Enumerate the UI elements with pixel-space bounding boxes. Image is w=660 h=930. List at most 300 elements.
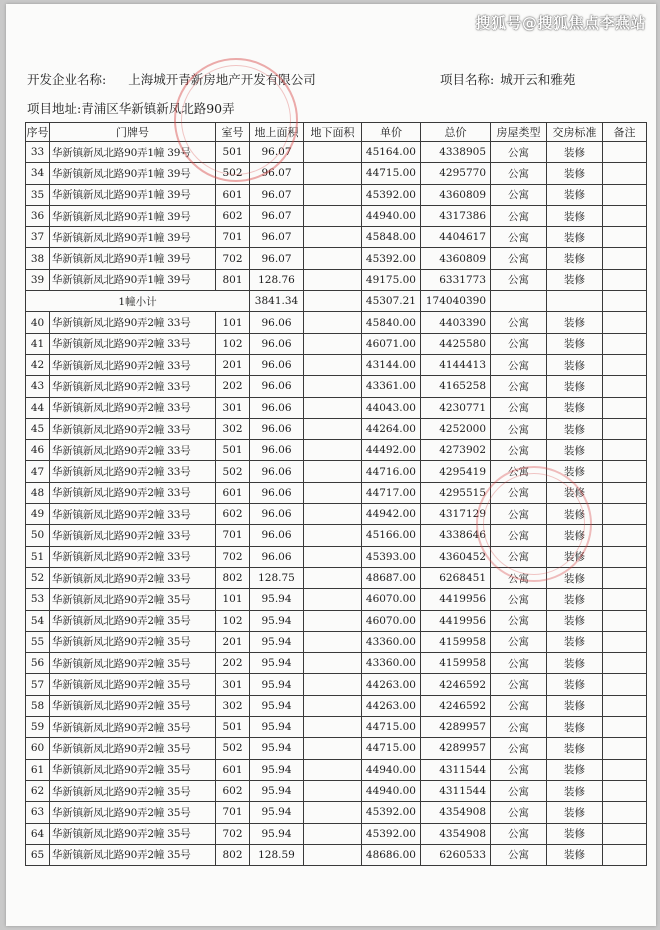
cell-area: 96.06 <box>250 418 304 439</box>
cell-delivery-standard: 装修 <box>547 248 603 269</box>
project-name: 城开云和雅苑 <box>500 72 576 87</box>
cell-basement-area <box>304 376 362 397</box>
developer-label: 开发企业名称: <box>27 72 107 87</box>
cell-area: 96.06 <box>250 482 304 503</box>
cell-remarks <box>603 674 647 695</box>
cell-room: 702 <box>216 823 250 844</box>
cell-area: 95.94 <box>250 695 304 716</box>
cell-seq: 49 <box>26 504 50 525</box>
cell-area: 96.06 <box>250 525 304 546</box>
subtotal-row <box>26 291 647 312</box>
cell-seq: 63 <box>26 802 50 823</box>
cell-total-price: 4246592 <box>421 674 491 695</box>
cell-delivery-standard: 装修 <box>547 546 603 567</box>
cell-total-price: 4295419 <box>421 461 491 482</box>
table-row <box>26 631 647 652</box>
cell-total-price: 4311544 <box>421 780 491 801</box>
cell-total-price: 6260533 <box>421 844 491 865</box>
cell-house-type: 公寓 <box>491 695 547 716</box>
subtotal-area: 3841.34 <box>250 291 304 312</box>
cell-total-price: 4338646 <box>421 525 491 546</box>
cell-remarks <box>603 695 647 716</box>
cell-room: 702 <box>216 546 250 567</box>
cell-seq: 59 <box>26 717 50 738</box>
cell-room: 601 <box>216 482 250 503</box>
cell-door-number: 华新镇新凤北路90弄2幢 35号 <box>50 717 216 738</box>
table-row <box>26 525 647 546</box>
cell-total-price: 4317386 <box>421 205 491 226</box>
cell-house-type: 公寓 <box>491 631 547 652</box>
cell-total-price: 4273902 <box>421 440 491 461</box>
cell-door-number: 华新镇新凤北路90弄1幢 39号 <box>50 205 216 226</box>
cell-delivery-standard: 装修 <box>547 717 603 738</box>
table-row <box>26 397 647 418</box>
cell-room: 601 <box>216 184 250 205</box>
cell-basement-area <box>304 589 362 610</box>
cell-basement-area <box>304 227 362 248</box>
project-label: 项目名称: <box>440 72 495 87</box>
cell-room: 201 <box>216 354 250 375</box>
cell-remarks <box>603 504 647 525</box>
table-row <box>26 653 647 674</box>
cell-total-price: 6331773 <box>421 269 491 290</box>
cell-unit-price: 43360.00 <box>362 653 421 674</box>
cell-remarks <box>603 482 647 503</box>
cell-door-number: 华新镇新凤北路90弄2幢 33号 <box>50 312 216 333</box>
cell-seq: 64 <box>26 823 50 844</box>
cell-delivery-standard: 装修 <box>547 376 603 397</box>
cell-unit-price: 45392.00 <box>362 823 421 844</box>
cell-door-number: 华新镇新凤北路90弄2幢 33号 <box>50 333 216 354</box>
cell-delivery-standard: 装修 <box>547 759 603 780</box>
cell-unit-price: 44717.00 <box>362 482 421 503</box>
cell-delivery-standard: 装修 <box>547 333 603 354</box>
cell-remarks <box>603 163 647 184</box>
watermark: 搜狐号@搜狐焦点李燕站 <box>475 14 646 32</box>
cell-door-number: 华新镇新凤北路90弄2幢 33号 <box>50 397 216 418</box>
cell-delivery-standard: 装修 <box>547 397 603 418</box>
cell-total-price: 4338905 <box>421 142 491 163</box>
cell-basement-area <box>304 418 362 439</box>
cell-total-price: 4425580 <box>421 333 491 354</box>
document-page <box>6 4 656 926</box>
cell-door-number: 华新镇新凤北路90弄2幢 35号 <box>50 695 216 716</box>
cell-unit-price: 44940.00 <box>362 780 421 801</box>
cell-remarks <box>603 589 647 610</box>
table-row <box>26 482 647 503</box>
cell-unit-price: 44043.00 <box>362 397 421 418</box>
cell-door-number: 华新镇新凤北路90弄2幢 33号 <box>50 567 216 588</box>
cell-room: 302 <box>216 695 250 716</box>
cell-house-type: 公寓 <box>491 759 547 780</box>
cell-door-number: 华新镇新凤北路90弄2幢 33号 <box>50 525 216 546</box>
cell-house-type: 公寓 <box>491 397 547 418</box>
cell-delivery-standard: 装修 <box>547 142 603 163</box>
cell-basement-area <box>304 504 362 525</box>
cell-area: 95.94 <box>250 823 304 844</box>
cell-room: 701 <box>216 525 250 546</box>
cell-seq: 55 <box>26 631 50 652</box>
cell-remarks <box>603 546 647 567</box>
table-row <box>26 546 647 567</box>
table-row <box>26 184 647 205</box>
cell-remarks <box>603 461 647 482</box>
cell-area: 96.06 <box>250 397 304 418</box>
cell-area: 95.94 <box>250 589 304 610</box>
col-header-unit-price: 单价 <box>362 123 421 142</box>
cell-house-type: 公寓 <box>491 823 547 844</box>
table-row <box>26 823 647 844</box>
cell-remarks <box>603 759 647 780</box>
cell-delivery-standard: 装修 <box>547 823 603 844</box>
cell-remarks <box>603 269 647 290</box>
col-header-remarks: 备注 <box>603 123 647 142</box>
building-1-rows <box>26 142 647 291</box>
cell-delivery-standard: 装修 <box>547 525 603 546</box>
cell-unit-price: 44716.00 <box>362 461 421 482</box>
cell-remarks <box>603 312 647 333</box>
table-row <box>26 269 647 290</box>
cell-seq: 54 <box>26 610 50 631</box>
cell-room: 202 <box>216 653 250 674</box>
cell-basement-area <box>304 461 362 482</box>
cell-room: 501 <box>216 440 250 461</box>
cell-room: 701 <box>216 227 250 248</box>
cell-seq: 53 <box>26 589 50 610</box>
col-header-total-price: 总价 <box>421 123 491 142</box>
table-header-row <box>26 123 647 142</box>
cell-door-number: 华新镇新凤北路90弄2幢 35号 <box>50 844 216 865</box>
cell-total-price: 4404617 <box>421 227 491 248</box>
cell-door-number: 华新镇新凤北路90弄2幢 35号 <box>50 780 216 801</box>
cell-room: 602 <box>216 205 250 226</box>
cell-room: 301 <box>216 674 250 695</box>
col-header-seq: 序号 <box>26 123 50 142</box>
cell-house-type: 公寓 <box>491 610 547 631</box>
cell-area: 96.07 <box>250 227 304 248</box>
cell-unit-price: 44263.00 <box>362 674 421 695</box>
cell-remarks <box>603 227 647 248</box>
table-row <box>26 248 647 269</box>
cell-delivery-standard: 装修 <box>547 738 603 759</box>
cell-area: 96.06 <box>250 312 304 333</box>
cell-remarks <box>603 525 647 546</box>
cell-unit-price: 45840.00 <box>362 312 421 333</box>
cell-area: 96.07 <box>250 248 304 269</box>
cell-area: 128.76 <box>250 269 304 290</box>
cell-unit-price: 44940.00 <box>362 759 421 780</box>
cell-room: 602 <box>216 780 250 801</box>
cell-total-price: 4360809 <box>421 184 491 205</box>
cell-seq: 43 <box>26 376 50 397</box>
cell-house-type: 公寓 <box>491 546 547 567</box>
cell-door-number: 华新镇新凤北路90弄2幢 35号 <box>50 802 216 823</box>
cell-door-number: 华新镇新凤北路90弄2幢 35号 <box>50 589 216 610</box>
cell-door-number: 华新镇新凤北路90弄2幢 33号 <box>50 354 216 375</box>
table-row <box>26 610 647 631</box>
cell-area: 96.06 <box>250 440 304 461</box>
cell-door-number: 华新镇新凤北路90弄1幢 39号 <box>50 163 216 184</box>
cell-delivery-standard: 装修 <box>547 354 603 375</box>
cell-house-type: 公寓 <box>491 844 547 865</box>
cell-unit-price: 43361.00 <box>362 376 421 397</box>
cell-remarks <box>603 780 647 801</box>
cell-seq: 57 <box>26 674 50 695</box>
cell-unit-price: 49175.00 <box>362 269 421 290</box>
cell-seq: 58 <box>26 695 50 716</box>
col-header-basement: 地下面积 <box>304 123 362 142</box>
cell-seq: 51 <box>26 546 50 567</box>
cell-door-number: 华新镇新凤北路90弄2幢 33号 <box>50 376 216 397</box>
cell-door-number: 华新镇新凤北路90弄2幢 35号 <box>50 674 216 695</box>
cell-basement-area <box>304 802 362 823</box>
table-row <box>26 163 647 184</box>
cell-delivery-standard: 装修 <box>547 227 603 248</box>
cell-house-type: 公寓 <box>491 504 547 525</box>
table-row <box>26 504 647 525</box>
cell-area: 128.75 <box>250 567 304 588</box>
table-row <box>26 461 647 482</box>
cell-remarks <box>603 333 647 354</box>
cell-delivery-standard: 装修 <box>547 312 603 333</box>
cell-house-type: 公寓 <box>491 589 547 610</box>
cell-total-price: 6268451 <box>421 567 491 588</box>
cell-remarks <box>603 567 647 588</box>
cell-room: 101 <box>216 312 250 333</box>
cell-seq: 39 <box>26 269 50 290</box>
cell-unit-price: 43360.00 <box>362 631 421 652</box>
cell-unit-price: 45392.00 <box>362 802 421 823</box>
cell-remarks <box>603 802 647 823</box>
cell-room: 602 <box>216 504 250 525</box>
cell-total-price: 4159958 <box>421 653 491 674</box>
subtotal-empty-cell <box>491 291 547 312</box>
cell-basement-area <box>304 269 362 290</box>
cell-basement-area <box>304 312 362 333</box>
cell-area: 95.94 <box>250 738 304 759</box>
cell-total-price: 4360809 <box>421 248 491 269</box>
cell-seq: 41 <box>26 333 50 354</box>
cell-delivery-standard: 装修 <box>547 418 603 439</box>
cell-unit-price: 44715.00 <box>362 163 421 184</box>
cell-delivery-standard: 装修 <box>547 674 603 695</box>
cell-delivery-standard: 装修 <box>547 504 603 525</box>
cell-total-price: 4295770 <box>421 163 491 184</box>
cell-room: 502 <box>216 738 250 759</box>
cell-basement-area <box>304 184 362 205</box>
developer-line <box>27 70 316 88</box>
cell-house-type: 公寓 <box>491 461 547 482</box>
cell-unit-price: 44263.00 <box>362 695 421 716</box>
cell-unit-price: 45392.00 <box>362 248 421 269</box>
cell-delivery-standard: 装修 <box>547 802 603 823</box>
cell-unit-price: 45392.00 <box>362 184 421 205</box>
cell-unit-price: 45164.00 <box>362 142 421 163</box>
cell-seq: 44 <box>26 397 50 418</box>
cell-door-number: 华新镇新凤北路90弄2幢 33号 <box>50 461 216 482</box>
cell-door-number: 华新镇新凤北路90弄2幢 35号 <box>50 631 216 652</box>
cell-remarks <box>603 142 647 163</box>
cell-area: 96.06 <box>250 461 304 482</box>
cell-area: 95.94 <box>250 674 304 695</box>
cell-basement-area <box>304 738 362 759</box>
cell-house-type: 公寓 <box>491 525 547 546</box>
cell-basement-area <box>304 653 362 674</box>
cell-basement-area <box>304 823 362 844</box>
table-row <box>26 333 647 354</box>
cell-area: 95.94 <box>250 653 304 674</box>
cell-seq: 52 <box>26 567 50 588</box>
cell-seq: 33 <box>26 142 50 163</box>
table-row <box>26 738 647 759</box>
project-address: 青浦区华新镇新凤北路90弄 <box>81 101 235 116</box>
subtotal-empty-cell <box>603 291 647 312</box>
cell-basement-area <box>304 142 362 163</box>
cell-door-number: 华新镇新凤北路90弄2幢 35号 <box>50 823 216 844</box>
cell-house-type: 公寓 <box>491 780 547 801</box>
price-table <box>25 122 647 866</box>
cell-delivery-standard: 装修 <box>547 440 603 461</box>
cell-unit-price: 45166.00 <box>362 525 421 546</box>
cell-area: 96.07 <box>250 163 304 184</box>
table-row <box>26 674 647 695</box>
cell-remarks <box>603 631 647 652</box>
cell-delivery-standard: 装修 <box>547 589 603 610</box>
cell-room: 301 <box>216 397 250 418</box>
cell-delivery-standard: 装修 <box>547 163 603 184</box>
cell-area: 96.06 <box>250 504 304 525</box>
table-row <box>26 205 647 226</box>
cell-remarks <box>603 205 647 226</box>
cell-seq: 35 <box>26 184 50 205</box>
cell-delivery-standard: 装修 <box>547 269 603 290</box>
cell-room: 702 <box>216 248 250 269</box>
cell-seq: 38 <box>26 248 50 269</box>
table-row <box>26 717 647 738</box>
cell-door-number: 华新镇新凤北路90弄1幢 39号 <box>50 248 216 269</box>
cell-unit-price: 44940.00 <box>362 205 421 226</box>
cell-total-price: 4289957 <box>421 717 491 738</box>
cell-unit-price: 45393.00 <box>362 546 421 567</box>
cell-total-price: 4289957 <box>421 738 491 759</box>
cell-room: 202 <box>216 376 250 397</box>
table-row <box>26 695 647 716</box>
cell-unit-price: 48687.00 <box>362 567 421 588</box>
cell-seq: 48 <box>26 482 50 503</box>
cell-house-type: 公寓 <box>491 653 547 674</box>
cell-basement-area <box>304 695 362 716</box>
cell-house-type: 公寓 <box>491 205 547 226</box>
cell-area: 96.06 <box>250 354 304 375</box>
cell-remarks <box>603 397 647 418</box>
col-header-delivery: 交房标准 <box>547 123 603 142</box>
cell-total-price: 4159958 <box>421 631 491 652</box>
cell-house-type: 公寓 <box>491 227 547 248</box>
cell-basement-area <box>304 844 362 865</box>
cell-remarks <box>603 653 647 674</box>
cell-total-price: 4246592 <box>421 695 491 716</box>
col-header-house-type: 房屋类型 <box>491 123 547 142</box>
cell-door-number: 华新镇新凤北路90弄2幢 33号 <box>50 482 216 503</box>
cell-house-type: 公寓 <box>491 354 547 375</box>
cell-basement-area <box>304 163 362 184</box>
cell-unit-price: 46070.00 <box>362 610 421 631</box>
cell-house-type: 公寓 <box>491 802 547 823</box>
subtotal-empty-cell <box>547 291 603 312</box>
cell-total-price: 4252000 <box>421 418 491 439</box>
cell-basement-area <box>304 567 362 588</box>
cell-door-number: 华新镇新凤北路90弄1幢 39号 <box>50 227 216 248</box>
cell-area: 95.94 <box>250 631 304 652</box>
cell-total-price: 4311544 <box>421 759 491 780</box>
cell-basement-area <box>304 546 362 567</box>
cell-house-type: 公寓 <box>491 738 547 759</box>
cell-total-price: 4230771 <box>421 397 491 418</box>
cell-remarks <box>603 184 647 205</box>
cell-house-type: 公寓 <box>491 482 547 503</box>
cell-basement-area <box>304 631 362 652</box>
cell-house-type: 公寓 <box>491 376 547 397</box>
cell-area: 95.94 <box>250 759 304 780</box>
cell-unit-price: 46070.00 <box>362 589 421 610</box>
developer-name: 上海城开青新房地产开发有限公司 <box>128 72 316 87</box>
cell-room: 801 <box>216 269 250 290</box>
cell-house-type: 公寓 <box>491 248 547 269</box>
cell-delivery-standard: 装修 <box>547 184 603 205</box>
cell-door-number: 华新镇新凤北路90弄2幢 33号 <box>50 440 216 461</box>
cell-remarks <box>603 610 647 631</box>
cell-seq: 61 <box>26 759 50 780</box>
cell-unit-price: 45848.00 <box>362 227 421 248</box>
cell-house-type: 公寓 <box>491 440 547 461</box>
subtotal-basement <box>304 291 362 312</box>
table-row <box>26 780 647 801</box>
cell-total-price: 4165258 <box>421 376 491 397</box>
cell-area: 96.06 <box>250 376 304 397</box>
cell-seq: 45 <box>26 418 50 439</box>
table-row <box>26 759 647 780</box>
cell-house-type: 公寓 <box>491 717 547 738</box>
col-header-area: 地上面积 <box>250 123 304 142</box>
cell-seq: 36 <box>26 205 50 226</box>
cell-total-price: 4354908 <box>421 802 491 823</box>
cell-total-price: 4360452 <box>421 546 491 567</box>
cell-area: 95.94 <box>250 802 304 823</box>
cell-total-price: 4354908 <box>421 823 491 844</box>
cell-room: 802 <box>216 567 250 588</box>
cell-seq: 65 <box>26 844 50 865</box>
cell-house-type: 公寓 <box>491 674 547 695</box>
subtotal-total-price: 174040390 <box>421 291 491 312</box>
cell-basement-area <box>304 717 362 738</box>
table-row <box>26 589 647 610</box>
cell-delivery-standard: 装修 <box>547 653 603 674</box>
cell-room: 701 <box>216 802 250 823</box>
table-row <box>26 802 647 823</box>
table-row <box>26 418 647 439</box>
cell-seq: 46 <box>26 440 50 461</box>
table-row <box>26 312 647 333</box>
cell-basement-area <box>304 674 362 695</box>
cell-basement-area <box>304 354 362 375</box>
cell-room: 102 <box>216 333 250 354</box>
cell-remarks <box>603 354 647 375</box>
cell-unit-price: 44492.00 <box>362 440 421 461</box>
cell-seq: 60 <box>26 738 50 759</box>
cell-unit-price: 44715.00 <box>362 717 421 738</box>
cell-room: 502 <box>216 163 250 184</box>
table-row <box>26 227 647 248</box>
